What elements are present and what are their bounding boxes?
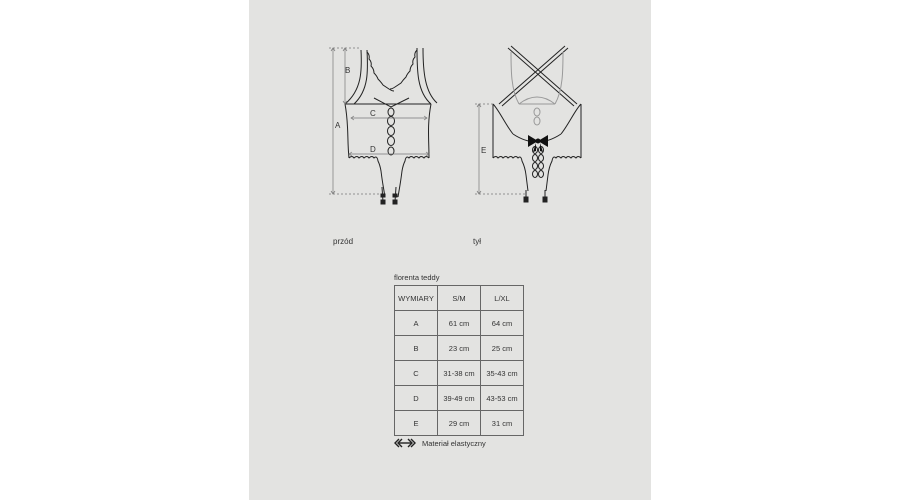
dimension-cell: C	[395, 361, 438, 386]
table-header-row	[395, 286, 524, 311]
front-view	[345, 48, 437, 204]
dim-label-d: D	[370, 145, 376, 154]
front-dimension-lines	[329, 48, 429, 194]
caption-back: tył	[473, 237, 481, 246]
size-table	[394, 285, 524, 436]
bow-icon	[528, 135, 548, 152]
dim-label-b: B	[345, 66, 351, 75]
sm-cell: 29 cm	[438, 411, 481, 436]
lxl-cell: 25 cm	[481, 336, 524, 361]
dim-label-c: C	[370, 109, 376, 118]
dimension-cell: E	[395, 411, 438, 436]
table-row	[395, 361, 524, 386]
sm-cell: 31-38 cm	[438, 361, 481, 386]
sm-cell: 61 cm	[438, 311, 481, 336]
dim-label-e: E	[481, 146, 487, 155]
dimension-cell: A	[395, 311, 438, 336]
dimension-cell: B	[395, 336, 438, 361]
column-header: S/M	[438, 286, 481, 311]
column-header: WYMIARY	[395, 286, 438, 311]
lxl-cell: 64 cm	[481, 311, 524, 336]
size-chart-sheet	[249, 0, 651, 500]
dimension-cell: D	[395, 386, 438, 411]
lxl-cell: 35-43 cm	[481, 361, 524, 386]
table-row	[395, 311, 524, 336]
sm-cell: 39-49 cm	[438, 386, 481, 411]
table-row	[395, 336, 524, 361]
legend-text: Materiał elastyczny	[422, 438, 486, 448]
product-title: florenta teddy	[394, 273, 440, 282]
back-view	[493, 46, 581, 202]
table-row	[395, 386, 524, 411]
legend	[394, 438, 486, 448]
lxl-cell: 31 cm	[481, 411, 524, 436]
column-header: L/XL	[481, 286, 524, 311]
caption-front: przód	[333, 237, 354, 246]
table-row	[395, 411, 524, 436]
dim-label-a: A	[335, 121, 341, 130]
garment-diagram	[249, 0, 651, 260]
sm-cell: 23 cm	[438, 336, 481, 361]
elastic-arrows-icon	[394, 438, 416, 448]
lxl-cell: 43-53 cm	[481, 386, 524, 411]
